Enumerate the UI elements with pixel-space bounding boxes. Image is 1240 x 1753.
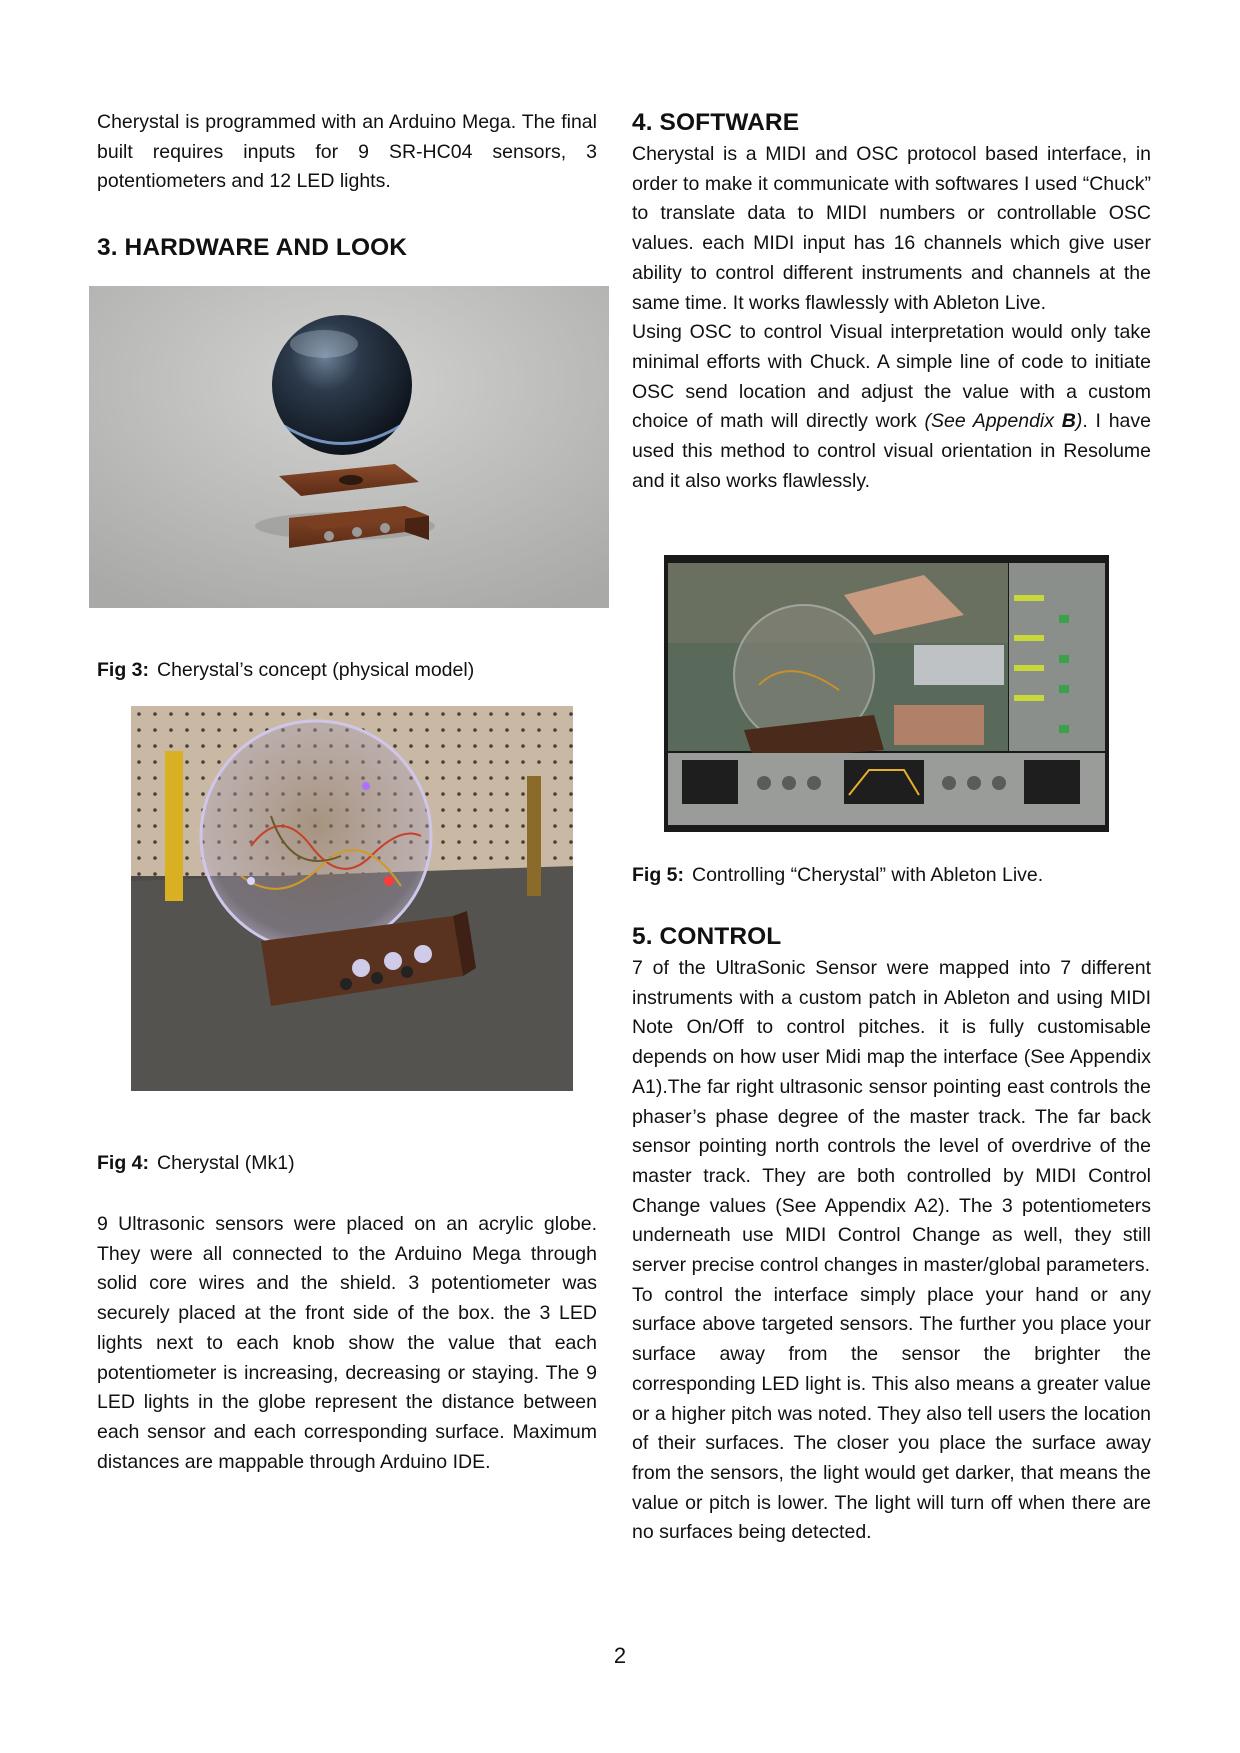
fig4-label: Fig 4: (97, 1152, 149, 1174)
fig3-label: Fig 3: (97, 659, 149, 681)
fig4-caption (97, 1150, 295, 1176)
fig5-ableton-photo (664, 555, 1109, 832)
software-paragraph-2-end: . I have used this method to control visual orientation in Resolume and it also works flawlessly. (632, 410, 1151, 492)
section-5-heading: 5. CONTROL (632, 923, 782, 950)
intro-paragraph: Cherystal is programmed with an Arduino Mega. The final built requires inputs for 9 SR-HC04 sensors, 3 potentiometers and 12 LED lights. (97, 111, 597, 193)
section-3-heading: 3. HARDWARE AND LOOK (97, 234, 408, 262)
hardware-paragraph: 9 Ultrasonic sensors were placed on an acrylic globe. They were all connected to the Arduino Mega through solid core wires and the shield. 3 potentiometer was securely placed at the front side of the box. the 3 LED lights next to each knob show the value that each potentiometer is increasing, decreasing or staying. The 9 LED lights in the globe represent the distance between each sensor and each corresponding surface. Maximum distances are mappable through Arduino IDE. (97, 1213, 597, 1473)
fig5-caption (632, 862, 1043, 888)
software-paragraph-2-start: Using OSC to control Visual interpretation would only take minimal efforts with Chuck. A simple line of code to initiate OSC send location and adjust the value with a custom choice of math will directly work (632, 321, 1151, 433)
appendix-ref-open: (See Appendix (924, 410, 1062, 433)
fig5-caption-text: Controlling “Cherystal” with Ableton Live. (692, 864, 1044, 886)
page-number: 2 (613, 1643, 627, 1668)
software-paragraph-1: Cherystal is a MIDI and OSC protocol based interface, in order to make it communicate with softwares I used “Chuck” to translate data to MIDI numbers or controllable OSC values. each MIDI input has 16 channels which give user ability to control different instruments and channels at the same time. It works flawlessly with Ableton Live. (632, 143, 1151, 314)
fig3-concept-render (89, 286, 609, 608)
right-column (632, 108, 1151, 496)
fig5-label: Fig 5: (632, 864, 684, 886)
control-paragraph-2: To control the interface simply place your hand or any surface above targeted sensors. The further you place your surface away from the sensor the brighter the corresponding LED light is. This also means a greater value or a higher pitch was noted. They also tell users the location of their surfaces. The closer you place the surface away from the sensors, the light would get darker, that means the value or pitch is lower. The light will turn off when there are no surfaces being detected. (632, 1283, 1151, 1544)
control-section (632, 922, 1151, 1548)
control-paragraph-1: 7 of the UltraSonic Sensor were mapped into 7 different instruments with a custom patch in Ableton and using MIDI Note On/Off to control pitches. it is fully customisable depends on how user Midi map the interface (See Appendix A1).The far right ultrasonic sensor pointing east controls the phaser’s phase degree of the master track. The far back sensor pointing north controls the level of overdrive of the master track. They are both controlled by MIDI Control Change values (See Appendix A2). The 3 potentiometers underneath use MIDI Control Change as well, they still server precise control changes in master/global parameters. (632, 957, 1151, 1277)
left-column (97, 108, 597, 263)
appendix-ref-letter: B (1061, 410, 1076, 433)
appendix-ref-close: ) (1075, 410, 1083, 433)
software-paragraph-2 (632, 318, 1151, 496)
fig4-caption-text: Cherystal (Mk1) (157, 1152, 295, 1174)
section-4-heading: 4. SOFTWARE (632, 109, 800, 136)
fig3-caption-text: Cherystal’s concept (physical model) (157, 659, 475, 681)
fig4-prototype-photo (131, 706, 573, 1091)
fig3-caption (97, 657, 474, 683)
